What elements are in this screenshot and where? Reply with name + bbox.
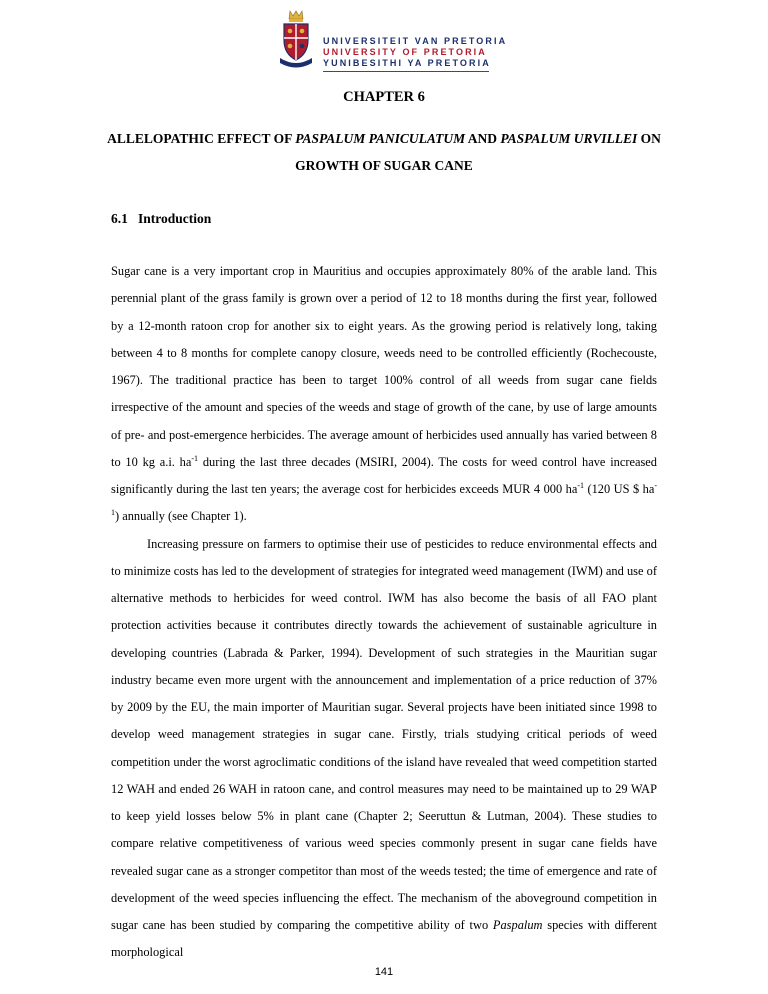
paragraph-2: [111, 531, 657, 967]
paragraph-text: species with different morphological: [111, 918, 657, 960]
university-name-afrikaans: UNIVERSITEIT VAN PRETORIA: [323, 36, 508, 46]
section-title: Introduction: [138, 211, 212, 226]
body-text: [111, 258, 657, 967]
superscript: -1: [191, 453, 199, 463]
paragraph-text: during the last three decades (MSIRI, 2004). The costs for weed control have increased significantly during the last ten years; the average cost for herbicides exceeds MUR 4 000 ha: [111, 454, 657, 496]
paragraph-text: Increasing pressure on farmers to optimise their use of pesticides to reduce environmental effects and to minimize costs has led to the development of strategies for integrated weed management (IWM) and use of alternative methods to herbicides for weed control. IWM has also become the basis of all FAO plant protection activities because it contributes directly towards the achievement of sustainable agriculture in developing countries (Labrada & Parker, 1994). Development of such strategies in the Mauritian sugar industry became even more urgent with the announcement and implementation of a price reduction of 37% by 2009 by the EU, the main importer of Mauritian sugar. Several projects have been initiated since 1998 to develop weed management strategies in sugar cane. Firstly, trials studying critical periods of weed competition under the worst agroclimatic conditions of the island have revealed that weed competition started 12 WAH and ended 26 WAH in ratoon cane, and control measures may need to be maintained up to 29 WAP to keep yield losses below 5% in plant cane (Chapter 2; Seeruttun & Lutman, 2004). These studies to compare relative competitiveness of various weed species commonly present in sugar cane fields have revealed sugar cane as a stronger competitor than most of the weeds tested; the time of emergence and rate of development of the weed species influencing the effect. The mechanism of the aboveground competition in sugar cane has been studied by comparing the competitive ability of two: [111, 536, 657, 932]
title-part: AND: [465, 131, 501, 146]
university-name: [323, 36, 507, 69]
section-heading: [111, 211, 211, 227]
chapter-title: [100, 125, 668, 179]
university-name-sepedi: YUNIBESITHI YA PRETORIA: [323, 58, 491, 68]
university-name-english: UNIVERSITY OF PRETORIA: [323, 47, 487, 57]
superscript: -1: [577, 481, 584, 490]
paragraph-1: [111, 258, 657, 531]
superscript: -1: [111, 481, 657, 518]
header-rule: [323, 71, 489, 72]
university-header: [270, 10, 510, 74]
paragraph-text: (120 US $ ha: [584, 482, 655, 496]
paragraph-text: Sugar cane is a very important crop in Mauritius and occupies approximately 80% of the arable land. This perennial plant of the grass family is grown over a period of 12 to 18 months during the first year, followed by a 12-month ratoon crop for another six to eight years. As the growing period is relatively long, taking between 4 to 8 months for complete canopy closure, weeds need to be controlled efficiently (Rochecouste, 1967). The traditional practice has been to target 100% control of all weeds from sugar cane fields irrespective of the amount and species of the weeds and stage of growth of the cane, by use of large amounts of pre- and post-emergence herbicides. The average amount of herbicides used annually has varied between 8 to 10 kg a.i. ha: [111, 264, 657, 469]
section-number: 6.1: [111, 211, 128, 226]
chapter-heading: CHAPTER 6: [343, 89, 425, 105]
title-part: ALLELOPATHIC EFFECT OF: [107, 131, 296, 146]
university-crest-icon: [278, 10, 314, 68]
title-species-1: PASPALUM PANICULATUM: [295, 131, 466, 146]
title-species-2: PASPALUM URVILLEI: [500, 131, 638, 146]
title-part: ON GROWTH OF SUGAR CANE: [295, 131, 661, 173]
paragraph-text: ) annually (see Chapter 1).: [115, 509, 247, 524]
page-number: 141: [374, 966, 394, 978]
species-name: Paspalum: [492, 918, 543, 932]
